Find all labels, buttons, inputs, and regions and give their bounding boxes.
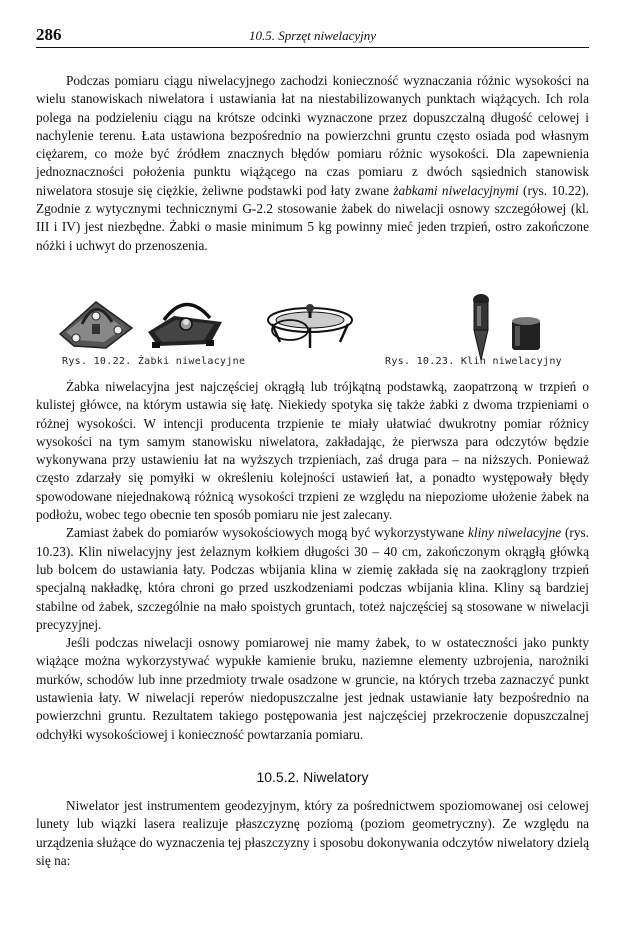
paragraph-frog-types: Żabka niwelacyjna jest najczęściej okrągłą lub trójkątną podstawką, zaopatrzoną w trzpień o kulistej główce, na którym ustawia się łatę. Niekiedy spotyka się także żabki z dwoma trzpieniami o różnej wysokości. W intencji producenta trzpienie te miały ułatwiać dwukrotny pomiar różnicy wysokości na tym samym stanowisku niwelatora, zakładając, że pierwsza para odczytów będzie wykonywana przy ustawieniu łat na wyższych trzpieniach, zaś druga para – na niższych. Ponieważ często zdarzały się pomyłki w określeniu kolejności ustawień łat, a ponadto występowały błędy spowodowane niejednakową różnicą wysokości trzpieni ze względu na niepoziome ułożenie żabek na podłożu, wobec tego obecnie ten sposób pomiaru nie jest zalecany.	[36, 379, 589, 523]
emphasis-term: kliny niwelacyjne	[468, 525, 562, 541]
paragraph-frogs-intro	[36, 72, 589, 255]
page-header	[36, 25, 589, 48]
body-text-section	[36, 797, 589, 870]
page-number: 286	[36, 25, 62, 44]
triangular-frog-illustration	[56, 294, 136, 352]
paragraph-text: Zamiast żabek do pomiarów wysokościowych mogą być wykorzystywane	[66, 525, 469, 541]
paragraph-text: Podczas pomiaru ciągu niwelacyjnego zachodzi konieczność wyznaczania różnic wysokości na wielu stanowiskach niwelatora i ustawiania łat na niestabilizowanych punktach wiążących. Ich rola polega na podzieleniu ciągu na krótsze odcinki wyznaczone przez dopuszczalną długość celowej i nachylenie terenu. Łata ustawiona bezpośrednio na powierzchni gruntu często osiada pod własnym ciężarem, co może być źródłem znacznych błędów pomiaru różnic wysokości. Dla zapewnienia jednoznaczności położenia punktu wiążącego na czas pomiaru z dwóch sąsiednich stanowisk niwelatora stosuje się ciężkie, żeliwne podstawki pod łaty zwane	[36, 73, 589, 198]
section-heading: 10.5.2. Niwelatory	[256, 769, 369, 785]
wedge-cap-illustration	[508, 314, 544, 354]
body-text-top	[36, 72, 589, 255]
figure-caption-frogs: Rys. 10.22. Żabki niwelacyjne	[62, 356, 246, 367]
paragraph-alternatives: Jeśli podczas niwelacji osnowy pomiarowej nie mamy żabek, to w ostateczności jako punkty wiążące można wykorzystywać wypukłe kamienie bruku, naziemne elementy uzbrojenia, narożniki murków, schodów lub inne przedmioty trwale osadzone w gruncie, na których trzeba zaznaczyć punkt ustawienia łaty. W niwelacji reperów niedopuszczalne jest jednak ustawianie łaty bezpośrednio na powierzchni gruntu. Rezultatem takiego postępowania jest najczęściej przekroczenie dopuszczalnej odchyłki wysokościowej i konieczność powtarzania pomiaru.	[36, 635, 589, 742]
round-frog-illustration	[260, 292, 360, 352]
body-text-middle	[36, 378, 589, 744]
figure-caption-wedge: Rys. 10.23. Klin niwelacyjny	[385, 356, 562, 367]
paragraph-text: (rys. 10.23). Klin niwelacyjny jest żelaznym kołkiem długości 30 – 40 cm, zakończonym okrągłą główką lub bolcem do ustawiania łaty. Podczas wbijania klina w ziemię zakłada się na zaokrąglony trzpień specjalną nakładkę, która chroni go przed uszkodzeniami podczas wbijania klina. Kliny są bardziej stabilne od żabek, szczególnie na mało spoistych gruntach, toteż najczęściej są stosowane w niwelacji precyzyjnej.	[36, 525, 590, 632]
handled-frog-illustration	[144, 292, 228, 352]
emphasis-term: żabkami niwelacyjnymi	[393, 182, 519, 198]
paragraph-text: (rys. 10.22). Zgodnie z wytycznymi technicznymi G-2.2 stosowanie żabek do niwelacji osnowy szczegółowej (kl. III i IV) jest niezbędne. Żabki o masie minimum 5 kg powinny mieć jeden trzpień, ostro zakończone nóżki i uchwyt do przenoszenia.	[36, 182, 589, 253]
leveling-wedge-illustration	[466, 292, 496, 362]
paragraph-levels-intro: Niwelator jest instrumentem geodezyjnym, który za pośrednictwem spoziomowanej osi celowej lunety lub wiązki lasera realizuje płaszczyznę poziomą (poziom geometryczny). Ze względu na urządzenia służące do wyznaczenia tej płaszczyzny i sposobu dokonywania odczytów niwelatory dzielą się na:	[36, 798, 589, 868]
running-title-text: 10.5. Sprzęt niwelacyjny	[248, 28, 377, 43]
running-title	[36, 27, 589, 45]
paragraph-wedges	[36, 524, 589, 634]
